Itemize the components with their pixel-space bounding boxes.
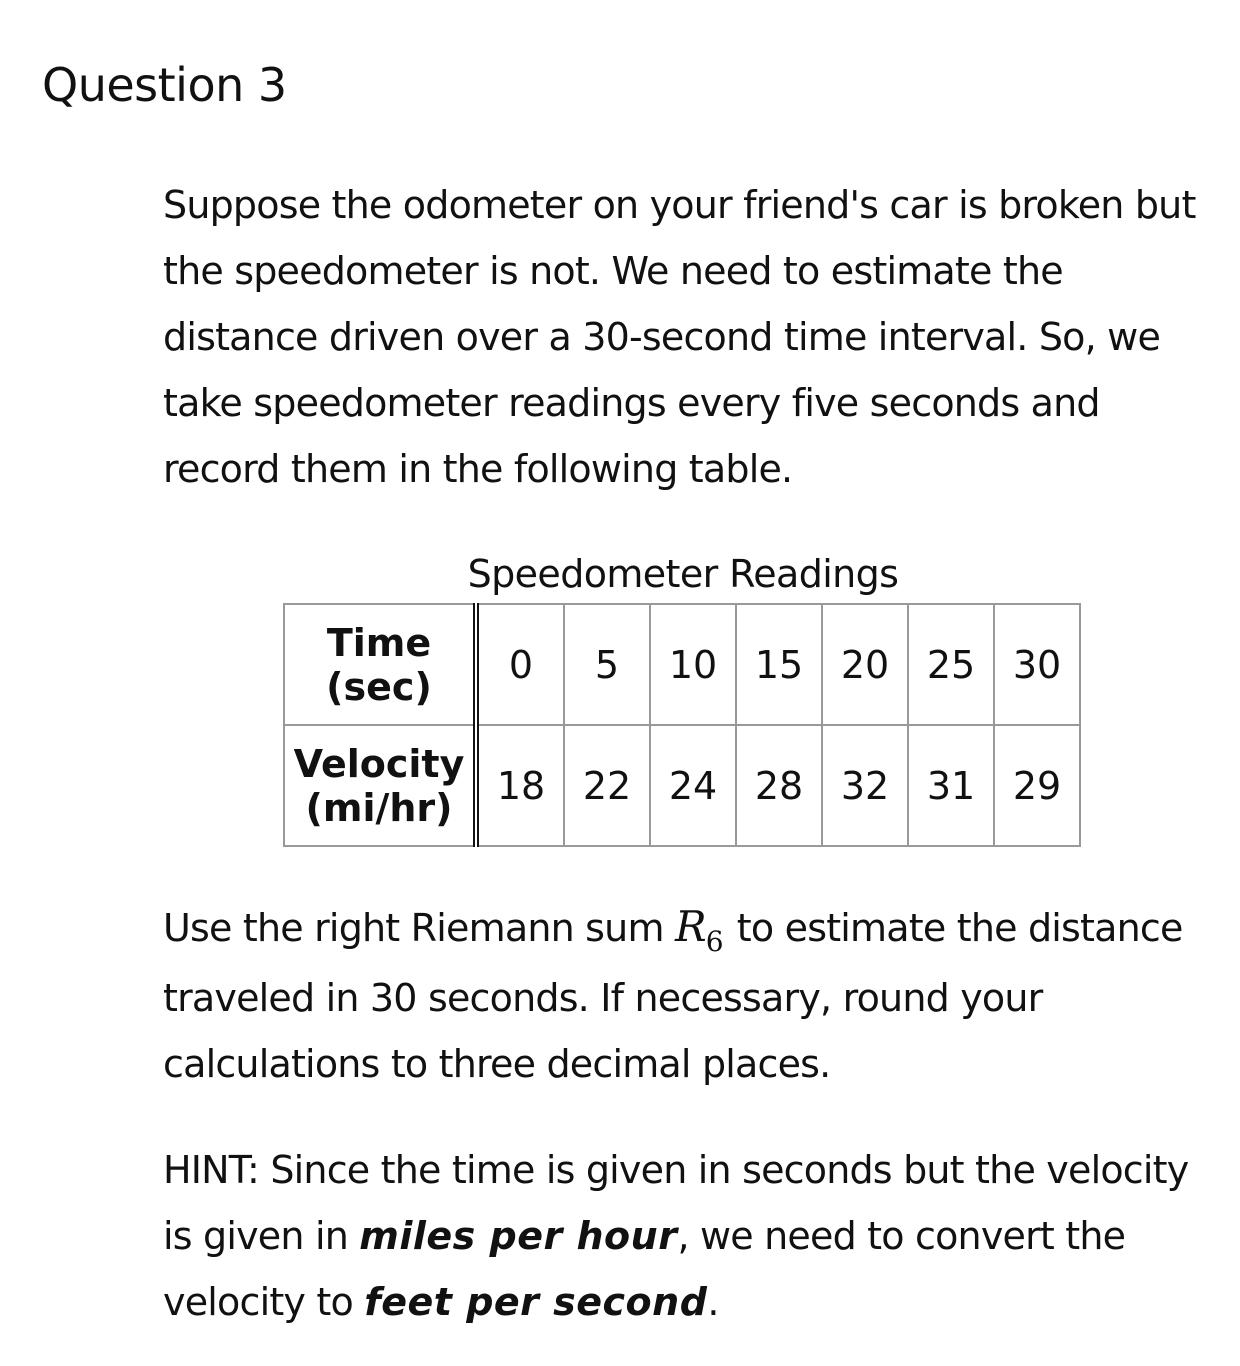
prompt-text-start: Use the right Riemann sum <box>163 906 675 950</box>
riemann-sum-symbol: R <box>674 902 706 951</box>
time-cell: 5 <box>564 604 650 725</box>
time-row <box>284 604 1080 725</box>
time-cell: 25 <box>908 604 994 725</box>
time-header-label: Time <box>326 620 432 665</box>
hint-text <box>163 1137 1223 1335</box>
hint-part-3: . <box>707 1280 719 1324</box>
hint-emphasis-miles-per-hour: miles per hour <box>359 1214 678 1258</box>
time-cell: 15 <box>736 604 822 725</box>
time-header-unit: (sec) <box>326 664 432 709</box>
riemann-sum-subscript: 6 <box>705 925 723 958</box>
question-intro-text: Suppose the odometer on your friend's car is broken but the speedometer is not. We need to estimate the distance driven over a 30-second time interval. So, we take speedometer readings every five seconds and record them in the following table. <box>163 183 1196 491</box>
speedometer-readings-table <box>283 603 1081 847</box>
velocity-cell: 31 <box>908 725 994 846</box>
velocity-cell: 22 <box>564 725 650 846</box>
table-caption: Speedometer Readings <box>467 552 899 596</box>
velocity-header-unit: (mi/hr) <box>305 785 453 830</box>
time-cell: 30 <box>994 604 1080 725</box>
question-title: Question 3 <box>42 58 287 112</box>
hint-part-1: HINT: Since the time is given in seconds but the velocity is given in <box>163 1148 1189 1258</box>
question-prompt <box>163 894 1223 1097</box>
velocity-cell: 18 <box>476 725 564 846</box>
hint-part-2: , we need to convert the velocity to <box>163 1214 1126 1324</box>
velocity-row <box>284 725 1080 846</box>
velocity-row-header <box>284 725 476 846</box>
time-row-header <box>284 604 476 725</box>
time-cell: 10 <box>650 604 736 725</box>
velocity-cell: 28 <box>736 725 822 846</box>
velocity-cell: 24 <box>650 725 736 846</box>
velocity-cell: 29 <box>994 725 1080 846</box>
hint-emphasis-feet-per-second: feet per second <box>364 1280 708 1324</box>
time-cell: 20 <box>822 604 908 725</box>
velocity-header-label: Velocity <box>293 741 465 786</box>
time-cell: 0 <box>476 604 564 725</box>
prompt-text-end: to estimate the distance traveled in 30 seconds. If necessary, round your calculations to three decimal places. <box>163 906 1183 1086</box>
velocity-cell: 32 <box>822 725 908 846</box>
